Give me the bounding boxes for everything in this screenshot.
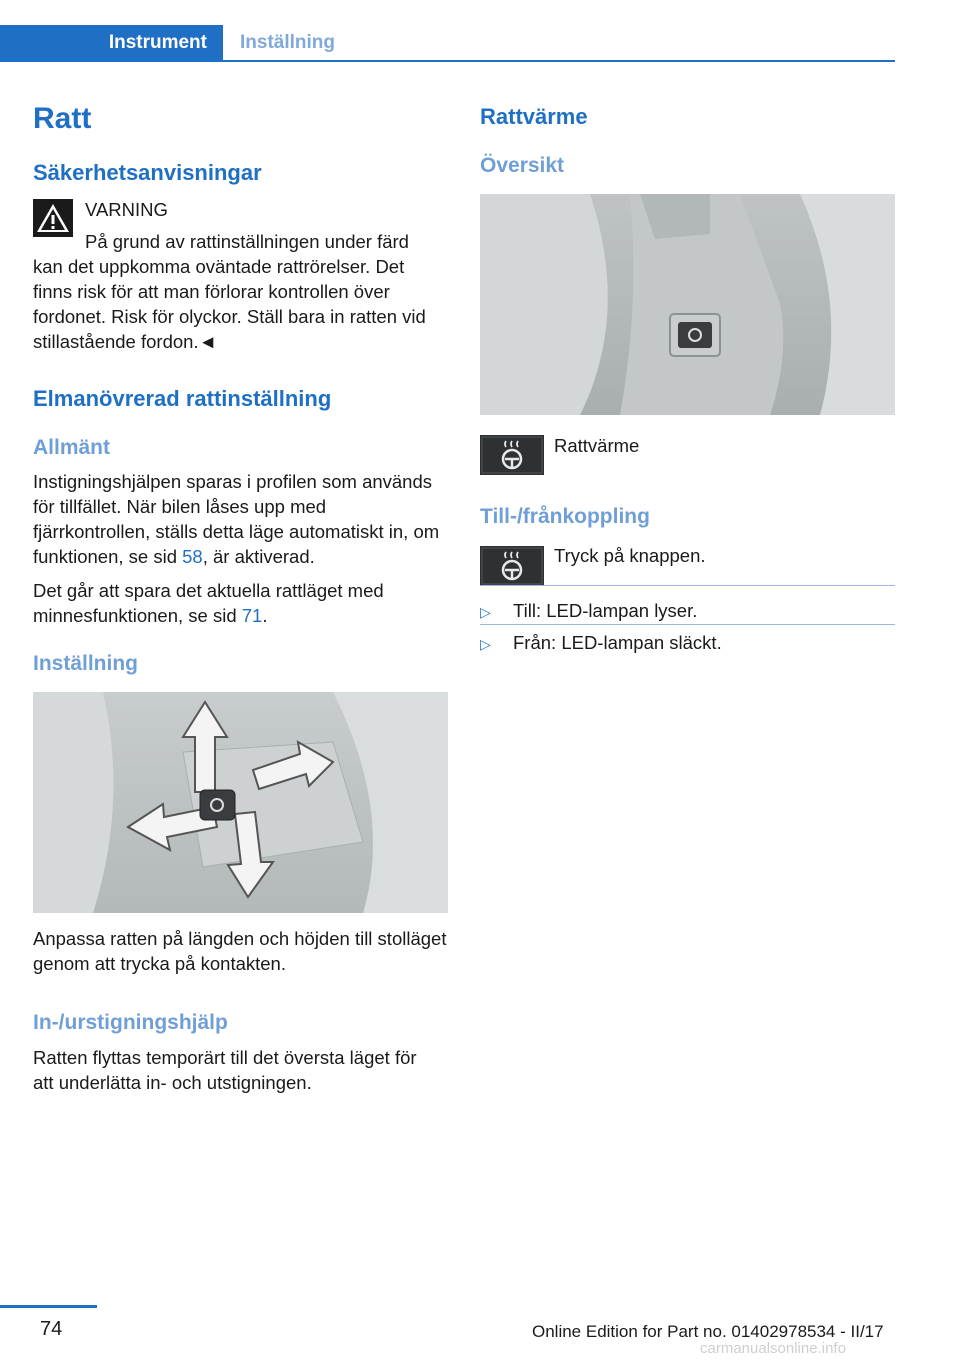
setting-caption: Anpassa ratten på längden och höjden till stolläget genom att trycka på kontakten. bbox=[33, 928, 447, 974]
page-title: Ratt bbox=[33, 102, 92, 135]
warning-icon bbox=[33, 199, 73, 237]
overview-heading: Översikt bbox=[480, 154, 565, 177]
tab-installning[interactable]: Inställning bbox=[240, 32, 335, 53]
list-item: ▷ Från: LED-lampan släckt. bbox=[480, 630, 895, 655]
warning-line1: På grund av rattinställningen under färd bbox=[85, 231, 409, 252]
header-tabbar bbox=[0, 25, 895, 62]
heated-wheel-caption: Rattvärme bbox=[554, 435, 640, 456]
safety-heading: Säkerhetsanvisningar bbox=[33, 160, 262, 185]
heated-wheel-overview-image bbox=[480, 194, 895, 415]
heated-wheel-button-icon-2[interactable] bbox=[480, 546, 544, 586]
list-divider bbox=[480, 585, 895, 586]
general-paragraph-1: Instigningshjälpen sparas i profilen som används för tillfället. När bilen låses upp med fjärrkontrollen, ställs detta läge automatiskt in, om funktionen, se sid 58, är aktiverad. bbox=[33, 471, 440, 567]
list-item: ▷ Till: LED-lampan lyser. bbox=[480, 598, 895, 623]
warning-label: VARNING bbox=[85, 199, 168, 220]
easy-entry-heading: In-/urstigningshjälp bbox=[33, 1011, 228, 1034]
general-paragraph-2: Det går att spara det aktuella rattläget med minnesfunktionen, se sid 71. bbox=[33, 580, 384, 626]
tab-instrument[interactable]: Instrument bbox=[0, 25, 223, 60]
general-heading: Allmänt bbox=[33, 436, 111, 459]
page-link-71[interactable]: 71 bbox=[241, 605, 263, 626]
warning-text: kan det uppkomma oväntade rattrörelser. Det finns risk för att man förlorar kontrollen över fordonet. Risk för olyckor. Ställ bara in ratten vid stillastående fordon.◄ bbox=[33, 256, 426, 352]
toggle-heading: Till-/frånkoppling bbox=[480, 505, 650, 528]
setting-heading: Inställning bbox=[33, 652, 138, 675]
edition-text: Online Edition for Part no. 01402978534 - II/17 bbox=[532, 1322, 884, 1341]
electric-adjust-heading: Elmanövrerad rattinställning bbox=[33, 386, 332, 411]
page-link-58[interactable]: 58 bbox=[182, 546, 203, 567]
watermark: carmanualsonline.info bbox=[700, 1340, 846, 1357]
steering-adjust-illustration bbox=[33, 692, 448, 913]
footer-rule bbox=[0, 1305, 97, 1308]
toggle-text: Tryck på knappen. bbox=[554, 545, 706, 566]
list-divider bbox=[480, 624, 895, 625]
heated-wheel-heading: Rattvärme bbox=[480, 104, 588, 129]
heated-wheel-button-icon bbox=[480, 435, 544, 475]
easy-entry-text: Ratten flyttas temporärt till det översta läget för att underlätta in- och utstigningen. bbox=[33, 1047, 417, 1093]
triangle-bullet-icon: ▷ bbox=[480, 604, 491, 620]
triangle-bullet-icon: ▷ bbox=[480, 636, 491, 652]
page-number: 74 bbox=[40, 1318, 63, 1340]
